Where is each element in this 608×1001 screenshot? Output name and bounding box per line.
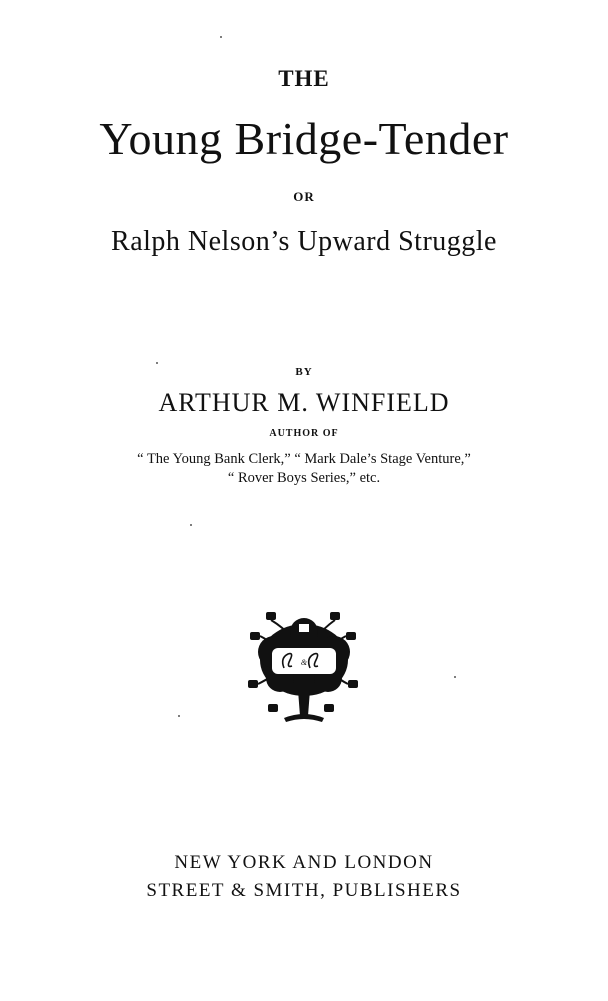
publisher-device-tree-icon — [244, 606, 364, 730]
scan-speck — [156, 362, 158, 364]
other-works-line-1: “ The Young Bank Clerk,” “ Mark Dale’s Stage Venture,” — [137, 451, 471, 467]
scan-speck — [178, 715, 180, 717]
scan-speck — [454, 676, 456, 678]
title-or: OR — [293, 189, 315, 204]
scan-speck — [220, 36, 222, 38]
scan-speck — [190, 524, 192, 526]
author-of-label: AUTHOR OF — [269, 428, 339, 439]
book-title: Young Bridge-Tender — [99, 113, 509, 164]
by-label: BY — [295, 366, 313, 378]
title-article: THE — [278, 66, 330, 91]
author-name: ARTHUR M. WINFIELD — [158, 388, 450, 417]
publication-city: NEW YORK AND LONDON — [174, 852, 434, 873]
svg-text:&: & — [300, 658, 308, 667]
other-works-line-2: “ Rover Boys Series,” etc. — [227, 470, 381, 486]
book-subtitle: Ralph Nelson’s Upward Struggle — [111, 226, 497, 257]
publisher-name: STREET & SMITH, PUBLISHERS — [146, 880, 462, 901]
